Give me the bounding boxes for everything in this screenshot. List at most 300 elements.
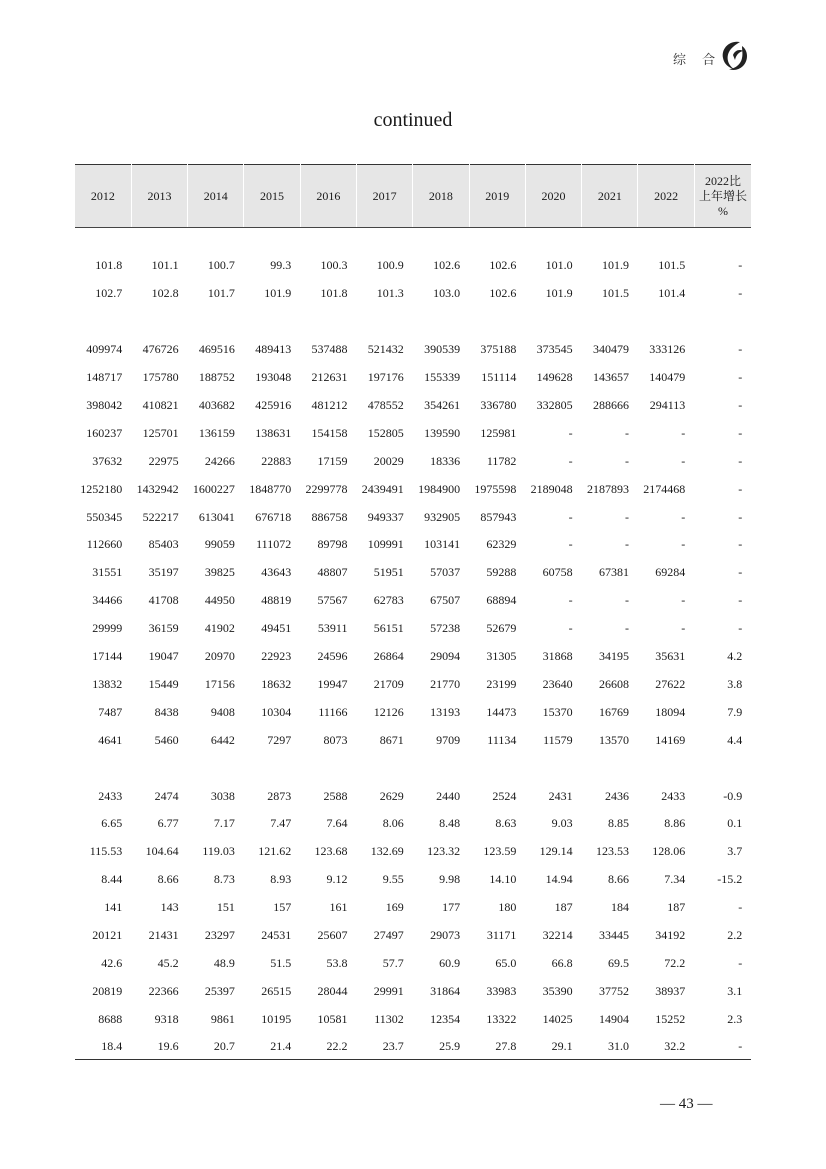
table-cell: 8.66 [607, 872, 629, 887]
column-header: 2017 [356, 165, 412, 228]
table-row [75, 364, 751, 392]
table-cell: 101.3 [376, 286, 404, 301]
table-cell: - [624, 453, 629, 468]
table-cell: 7.34 [664, 872, 686, 887]
table-cell: 15252 [655, 1011, 686, 1026]
table-cell: 2524 [492, 788, 517, 803]
table-cell: 177 [442, 900, 461, 915]
table-cell: 26515 [261, 983, 292, 998]
table-cell: 72.2 [664, 955, 686, 970]
table-cell: 37632 [92, 453, 123, 468]
table-cell: 1252180 [80, 481, 123, 496]
table-cell: 478552 [367, 398, 404, 412]
table-cell: 23199 [486, 676, 517, 691]
table-cell: 294113 [649, 398, 686, 412]
table-row [75, 475, 751, 503]
table-cell: 101.5 [658, 258, 686, 273]
table-cell: 136159 [198, 425, 235, 440]
table-cell: 19047 [148, 649, 179, 664]
table-cell: - [568, 593, 573, 608]
table-cell: 51.5 [270, 955, 292, 970]
table-cell: - [738, 258, 743, 273]
table-cell: 101.7 [207, 286, 235, 301]
table-cell: - [568, 453, 573, 468]
table-cell: 125981 [480, 425, 517, 440]
table-cell: 140479 [649, 370, 686, 385]
table-cell: 8.73 [213, 872, 235, 887]
table-cell: 56151 [373, 621, 404, 636]
table-cell: 149628 [536, 370, 573, 385]
table-row [75, 615, 751, 643]
table-cell: 425916 [255, 398, 292, 412]
table-cell: 37752 [598, 983, 629, 998]
table-cell: 375188 [480, 342, 517, 357]
table-cell: 336780 [480, 398, 517, 412]
table-cell: 13193 [430, 704, 461, 719]
table-cell: 53911 [317, 621, 348, 636]
table-cell: - [738, 286, 743, 301]
table-cell: 288666 [592, 398, 629, 412]
table-cell: 26608 [598, 676, 629, 691]
table-cell: 476726 [142, 342, 179, 357]
table-cell: 48819 [261, 593, 292, 608]
table-cell: 676718 [255, 509, 292, 524]
table-cell: 31171 [486, 928, 517, 943]
table-cell: 36159 [148, 621, 179, 636]
table-cell: 42.6 [101, 955, 123, 970]
table-cell: 23640 [542, 676, 573, 691]
table-cell: 14169 [655, 732, 686, 747]
table-cell: 22923 [261, 649, 292, 664]
table-cell: 22366 [148, 983, 179, 998]
column-header: 2019 [469, 165, 525, 228]
table-cell: 2440 [436, 788, 461, 803]
table-cell: 7297 [267, 732, 292, 747]
table-row [75, 698, 751, 726]
table-cell: 19.6 [131, 1033, 187, 1060]
table-cell: - [624, 621, 629, 636]
table-cell: 57567 [317, 593, 348, 608]
table-cell: 409974 [86, 342, 123, 357]
table-cell: 14025 [542, 1011, 573, 1026]
table-cell: - [738, 425, 743, 440]
table-cell: 0.1 [727, 816, 743, 831]
table-cell: 2433 [661, 788, 686, 803]
table-cell: 38937 [655, 983, 686, 998]
table-cell: 57037 [430, 565, 461, 580]
table-row [75, 977, 751, 1005]
table-cell: 115.53 [89, 844, 123, 859]
table-cell: 102.6 [489, 286, 517, 301]
table-cell: 8.66 [157, 872, 179, 887]
table-cell: - [568, 509, 573, 524]
table-cell: 4.4 [727, 732, 743, 747]
table-cell: 143657 [592, 370, 629, 385]
table-cell: 550345 [86, 509, 123, 524]
table-cell: 13570 [598, 732, 629, 747]
table-body [75, 228, 751, 1060]
table-cell: 2474 [154, 788, 179, 803]
table-cell: 22.2 [300, 1033, 356, 1060]
table-cell: 7.9 [727, 704, 743, 719]
table-cell: 410821 [142, 398, 179, 412]
table-cell: 354261 [424, 398, 461, 412]
table-cell: 57.7 [382, 955, 404, 970]
table-cell: 85403 [148, 537, 179, 552]
table-cell: 29991 [373, 983, 404, 998]
table-cell: 22975 [148, 453, 179, 468]
table-cell: 100.3 [320, 258, 348, 273]
table-cell: - [738, 621, 743, 636]
table-cell: 24596 [317, 649, 348, 664]
table-cell: 65.0 [495, 955, 517, 970]
table-cell: 8.48 [439, 816, 461, 831]
table-cell: 125701 [142, 425, 179, 440]
table-cell: 9.03 [551, 816, 573, 831]
table-cell: 123.59 [483, 844, 517, 859]
table-cell: 60.9 [439, 955, 461, 970]
table-cell: 15370 [542, 704, 573, 719]
table-cell: 119.03 [202, 844, 235, 859]
table-cell: 101.8 [320, 286, 348, 301]
table-cell: 123.68 [314, 844, 348, 859]
table-cell: 187 [667, 900, 686, 915]
table-cell: 101.5 [601, 286, 629, 301]
table-cell: 8438 [154, 704, 179, 719]
table-cell: 2873 [267, 788, 292, 803]
table-cell: - [738, 900, 743, 915]
table-cell: -0.9 [723, 788, 743, 803]
table-row [75, 252, 751, 280]
table-cell: 613041 [198, 509, 235, 524]
table-cell: 4.2 [727, 649, 743, 664]
table-cell: 103141 [424, 537, 461, 552]
table-cell: 69.5 [607, 955, 629, 970]
table-cell: 9.12 [326, 872, 348, 887]
table-cell: 49451 [261, 621, 292, 636]
table-cell: 8671 [379, 732, 404, 747]
table-cell: 10195 [261, 1011, 292, 1026]
table-cell: 17156 [204, 676, 235, 691]
table-cell: 160237 [86, 425, 123, 440]
table-cell: 100.7 [207, 258, 235, 273]
table-cell: 31.0 [582, 1033, 638, 1060]
table-cell: 101.8 [95, 258, 123, 273]
table-cell: 26864 [373, 649, 404, 664]
table-cell: 1432942 [136, 481, 179, 496]
table-cell: 1975598 [474, 481, 517, 496]
table-cell: - [568, 425, 573, 440]
table-cell: 112660 [86, 537, 123, 552]
table-cell: 41902 [204, 621, 235, 636]
table-cell: 11166 [318, 704, 348, 719]
table-row [75, 810, 751, 838]
table-cell: 14904 [598, 1011, 629, 1026]
table-cell: 148717 [86, 370, 123, 385]
table-cell: 489413 [255, 342, 292, 357]
table-cell: 8.85 [607, 816, 629, 831]
table-cell: 89798 [317, 537, 348, 552]
table-cell: 99.3 [270, 258, 292, 273]
table-row [75, 922, 751, 950]
table-cell: 62329 [486, 537, 517, 552]
table-cell: 22883 [261, 453, 292, 468]
table-cell: 151114 [481, 370, 517, 385]
table-cell: 48.9 [213, 955, 235, 970]
table-row [75, 336, 751, 364]
table-cell: 32214 [542, 928, 573, 943]
table-cell: 949337 [367, 509, 404, 524]
table-cell: 31868 [542, 649, 573, 664]
table-cell: 11302 [374, 1011, 404, 1026]
table-cell: 18632 [261, 676, 292, 691]
table-cell: 9861 [210, 1011, 235, 1026]
table-cell: 35390 [542, 983, 573, 998]
table-cell: 99059 [204, 537, 235, 552]
table-cell: 857943 [480, 509, 517, 524]
table-row [75, 1005, 751, 1033]
table-cell: 15449 [148, 676, 179, 691]
table-cell: 151 [216, 900, 235, 915]
table-row [75, 503, 751, 531]
table-cell: 39825 [204, 565, 235, 580]
table-cell: 398042 [86, 398, 123, 412]
table-cell: 21431 [148, 928, 179, 943]
column-header: 2016 [300, 165, 356, 228]
table-cell: 521432 [367, 342, 404, 357]
table-cell: 2187893 [586, 481, 629, 496]
table-cell: 69284 [655, 565, 686, 580]
table-cell: - [681, 509, 686, 524]
table-cell: 19947 [317, 676, 348, 691]
table-row [75, 866, 751, 894]
column-header: 2022比 上年增长 % [694, 165, 751, 228]
table-cell: 31864 [430, 983, 461, 998]
table-cell: 34192 [655, 928, 686, 943]
table-cell: 23297 [204, 928, 235, 943]
table-cell: - [738, 481, 743, 496]
table-cell: 100.9 [376, 258, 404, 273]
page-title: continued [373, 109, 453, 131]
table-cell: - [681, 425, 686, 440]
table-cell: 2436 [604, 788, 629, 803]
table-cell: 123.53 [595, 844, 629, 859]
table-cell: 157 [273, 900, 292, 915]
table-cell: 31551 [92, 565, 123, 580]
table-cell: 27622 [655, 676, 686, 691]
table-cell: 66.8 [551, 955, 573, 970]
table-cell: 10304 [261, 704, 292, 719]
table-cell: 522217 [142, 509, 179, 524]
table-cell: 481212 [311, 398, 348, 412]
table-cell: 3038 [210, 788, 235, 803]
table-cell: 32.2 [638, 1033, 694, 1060]
table-cell: 129.14 [539, 844, 573, 859]
table-cell: 187 [554, 900, 573, 915]
table-cell: 17159 [317, 453, 348, 468]
table-cell: 31305 [486, 649, 517, 664]
table-cell: 25607 [317, 928, 348, 943]
table-cell: 109991 [367, 537, 404, 552]
table-row [75, 670, 751, 698]
table-cell: 59288 [486, 565, 517, 580]
table-cell: 29.1 [525, 1033, 581, 1060]
column-header: 2014 [188, 165, 244, 228]
table-cell: 101.4 [658, 286, 686, 301]
table-cell: - [681, 537, 686, 552]
table-cell: 132.69 [370, 844, 404, 859]
table-cell: 2.2 [727, 928, 743, 943]
table-cell: 4641 [98, 732, 123, 747]
section-header-label: 综 合 [673, 53, 722, 68]
page-number: — 43 — [660, 1096, 713, 1112]
table-cell: 8.44 [101, 872, 123, 887]
table-cell: 16769 [598, 704, 629, 719]
table-row [75, 531, 751, 559]
table-cell: 57238 [430, 621, 461, 636]
table-cell: - [694, 1033, 751, 1060]
table-cell: - [624, 425, 629, 440]
table-cell: 67381 [598, 565, 629, 580]
table-cell: 27.8 [469, 1033, 525, 1060]
table-cell: - [681, 621, 686, 636]
table-cell: - [738, 370, 743, 385]
table-cell: 184 [610, 900, 629, 915]
table-cell: 6442 [210, 732, 235, 747]
table-cell: 21.4 [244, 1033, 300, 1060]
table-cell: 212631 [311, 370, 348, 385]
table-cell: - [738, 537, 743, 552]
table-cell: 340479 [592, 342, 629, 357]
table-cell: 333126 [649, 342, 686, 357]
table-cell: - [568, 621, 573, 636]
table-cell: 29094 [430, 649, 461, 664]
table-cell: 2431 [548, 788, 573, 803]
table-row [75, 643, 751, 671]
table-row [75, 949, 751, 977]
table-cell: - [738, 509, 743, 524]
table-cell: 154158 [311, 425, 348, 440]
table-cell: 139590 [424, 425, 461, 440]
table-cell: 35631 [655, 649, 686, 664]
table-cell: - [624, 509, 629, 524]
table-cell: - [738, 593, 743, 608]
table-cell: 29073 [430, 928, 461, 943]
table-cell: 141 [104, 900, 123, 915]
table-cell: 152805 [367, 425, 404, 440]
table-cell: 5460 [154, 732, 179, 747]
table-row [75, 280, 751, 308]
table-cell: 17144 [92, 649, 123, 664]
table-cell: 197176 [367, 370, 404, 385]
group-spacer-row [75, 754, 751, 782]
table-cell: 41708 [148, 593, 179, 608]
table-cell: 6.77 [157, 816, 179, 831]
table-cell: 103.0 [433, 286, 461, 301]
table-cell: 8.93 [270, 872, 292, 887]
table-cell: 25397 [204, 983, 235, 998]
table-cell: 332805 [536, 398, 573, 412]
table-cell: 62783 [373, 593, 404, 608]
table-cell: 20970 [204, 649, 235, 664]
table-cell: 8.63 [495, 816, 517, 831]
table-cell: 9709 [436, 732, 461, 747]
table-cell: 102.6 [489, 258, 517, 273]
table-cell: 169 [385, 900, 404, 915]
table-cell: 20029 [373, 453, 404, 468]
table-cell: - [681, 593, 686, 608]
table-cell: 33983 [486, 983, 517, 998]
table-row [75, 894, 751, 922]
column-header: 2015 [244, 165, 300, 228]
table-cell: 6.65 [101, 816, 123, 831]
column-header: 2022 [638, 165, 694, 228]
table-cell: 161 [329, 900, 348, 915]
table-cell: 21709 [373, 676, 404, 691]
table-cell: 101.9 [264, 286, 292, 301]
table-cell: - [738, 955, 743, 970]
table-cell: 8.06 [382, 816, 404, 831]
table-cell: 101.1 [151, 258, 179, 273]
table-cell: 3.1 [727, 983, 743, 998]
table-cell: 14.94 [545, 872, 573, 887]
table-cell: 180 [498, 900, 517, 915]
yearbook-logo-icon [718, 38, 752, 72]
table-cell: 102.8 [151, 286, 179, 301]
table-cell: 9.55 [382, 872, 404, 887]
table-cell: 7.64 [326, 816, 348, 831]
table-cell: 27497 [373, 928, 404, 943]
table-row [75, 447, 751, 475]
table-header [75, 165, 751, 228]
table-cell: 932905 [424, 509, 461, 524]
table-cell: 7.17 [213, 816, 235, 831]
table-row [75, 559, 751, 587]
table-cell: 3.7 [727, 844, 743, 859]
table-cell: 143 [160, 900, 179, 915]
table-cell: 101.9 [601, 258, 629, 273]
table-cell: 20.7 [188, 1033, 244, 1060]
table-cell: 1848770 [249, 481, 292, 496]
table-cell: - [738, 565, 743, 580]
table-cell: 33445 [598, 928, 629, 943]
table-cell: 3.8 [727, 676, 743, 691]
table-cell: - [738, 453, 743, 468]
table-cell: 20121 [92, 928, 123, 943]
table-cell: 13832 [92, 676, 123, 691]
column-header: 2021 [582, 165, 638, 228]
table-cell: 2.3 [727, 1011, 743, 1026]
table-cell: 51951 [373, 565, 404, 580]
table-row [75, 726, 751, 754]
table-cell: 18.4 [75, 1033, 131, 1060]
table-cell: 18336 [430, 453, 461, 468]
table-cell: 373545 [536, 342, 573, 357]
table-cell: 1600227 [192, 481, 235, 496]
table-cell: 121.62 [258, 844, 292, 859]
table-cell: 60758 [542, 565, 573, 580]
table-cell: 20819 [92, 983, 123, 998]
column-header: 2020 [525, 165, 581, 228]
table-cell: 155339 [424, 370, 461, 385]
table-row [75, 587, 751, 615]
table-cell: 18094 [655, 704, 686, 719]
table-cell: 101.0 [545, 258, 573, 273]
table-cell: 2299778 [305, 481, 348, 496]
table-cell: 2439491 [361, 481, 404, 496]
table-cell: 188752 [198, 370, 235, 385]
table-cell: - [681, 453, 686, 468]
